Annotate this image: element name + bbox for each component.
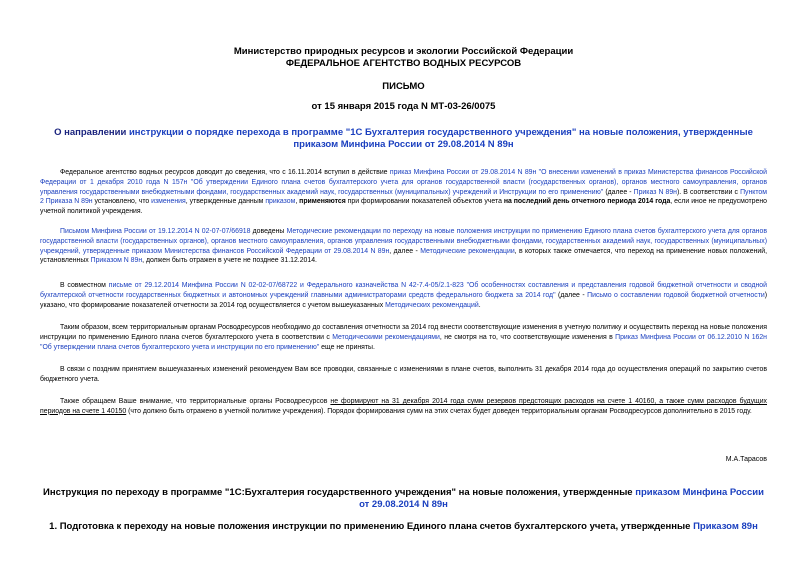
p6-text-2: (что должно быть отражено в учетной политике учреждения). Порядок формирования сумм на этих счетах будет доведен территориальным органам Росводресурсов дополнительно в 2015 году.: [126, 407, 752, 415]
p3-link-recommendations[interactable]: Методических рекомендаций: [385, 301, 479, 309]
document-date: от 15 января 2015 года N МТ-03-26/0075: [311, 101, 496, 112]
document-type: ПИСЬМО: [382, 81, 425, 92]
p3-text-2: (далее -: [555, 291, 588, 299]
instruction-title: [40, 487, 767, 511]
p5-text-1: В связи с поздним принятием вышеуказанных изменений рекомендуем Вам все проводки, связанные с изменениями в плане счетов, выполнить 31 декабря 2014 года до осуществления операций по закрытию счетов бюджетного учета.: [40, 366, 767, 383]
p1-link-order[interactable]: приказом: [265, 198, 296, 206]
p2-link-recommendations-short[interactable]: Методические рекомендации: [420, 247, 515, 255]
p3-text-3: ) указано, что формирование показателей отчетности за 2014 год осуществляется с учетом вышеуказанных: [40, 291, 768, 309]
p1-text-5: , утвержденные данным: [185, 198, 266, 206]
signature: М.А.Тарасов: [725, 456, 767, 463]
document-title: [40, 127, 767, 151]
paragraph-4: [40, 323, 767, 352]
p3-text-1: В совместном: [60, 282, 109, 289]
instruction-link-order[interactable]: приказом Минфина России от 29.08.2014 N 89н: [359, 487, 764, 510]
p1-link-order-short[interactable]: Приказ N 89н: [633, 188, 677, 196]
p4-text-3: еще не приняты.: [319, 343, 375, 351]
title-prefix: О направлении: [54, 127, 129, 138]
p4-text-2: , не смотря на то, что соответствующие изменения в: [439, 333, 616, 341]
title-link[interactable]: инструкции о порядке перехода в программе "1С Бухгалтерия государственного учреждения" на новые положения, утвержденные приказом Минфина России от 29.08.2014 N 89н: [128, 127, 753, 150]
paragraph-3: [40, 281, 767, 310]
agency-name: ФЕДЕРАЛЬНОЕ АГЕНТСТВО ВОДНЫХ РЕСУРСОВ: [285, 58, 522, 69]
section-1-title: [40, 521, 767, 533]
section-1-text: 1. Подготовка к переходу на новые положения инструкции по применению Единого плана счетов бухгалтерского учета, утвержденные: [49, 521, 694, 532]
paragraph-2: [40, 227, 767, 266]
p2-link-order-89n[interactable]: Приказом N 89н: [90, 257, 143, 265]
p2-link-recommendations[interactable]: Методические рекомендации по переходу на новые положения инструкции по применению Единого плана счетов бухгалтерского учета для органов государственной власти (государственных органов), органов местного самоуправления, органов управления государственными внебюджетными фондами, государственных академий наук, государственных (муниципальных) учреждений, утвержденные приказом Министерства финансов Российской Федерации от 29.08.2014 N 89н: [40, 228, 767, 255]
paragraph-5: [40, 365, 767, 385]
p4-link-order-162n[interactable]: Приказ Минфина России от 06.12.2010 N 162н "Об утверждении плана счетов бухгалтерского учета и инструкции по его применению": [40, 333, 767, 351]
p1-link-order-89n[interactable]: приказ Минфина России от 29.08.2014 N 89н "О внесении изменений в приказ Министерства финансов Российской Федерации от 1 декабря 2010 года N 157н "Об утверждении Единого плана счетов бухгалтерского учета для органов государственной власти (государственных органов), органов местного самоуправления, органов управления государственными внебюджетными фондами, государственных академий наук, государственных (муниципальных) учреждений и Инструкции по его применению": [40, 169, 767, 196]
ministry-name: Министерство природных ресурсов и экологии Российской Федерации: [233, 46, 574, 57]
p4-text-1: Таким образом, всем территориальным органам Росводресурсов необходимо до составления отчетности за 2014 год внести соответствующие изменения в учетную политику и осуществить переход на новые положения инструкции по применению Единого плана счетов бухгалтерского учета в соответствии с: [40, 324, 767, 341]
p3-link-joint-letter[interactable]: письме от 29.12.2014 Минфина России N 02-02-07/68722 и Федерального казначейства N 42-7.4-05/2.1-823 "Об особенностях составления и представления годовой бюджетной отчетности и сводной бухгалтерской отчетности государственных бюджетных и автономных учреждений главными администраторами средств федерального бюджета за 2014 год": [40, 282, 767, 299]
p3-link-reporting-letter[interactable]: Письмо о составлении годовой бюджетной отчетности: [587, 291, 765, 299]
p1-text-8: , если иное не предусмотрено учетной политикой учреждения.: [40, 198, 767, 216]
p1-text-4: установлено, что: [92, 198, 152, 206]
p1-bold-period: на последний день отчетного периода 2014 года: [503, 198, 671, 206]
paragraph-6: [40, 397, 767, 417]
p2-text-4: , должен быть отражен в учете не позднее 31.12.2014.: [142, 257, 317, 265]
p1-text-6: ,: [295, 198, 300, 206]
p1-text-7: при формировании показателей объектов учета: [345, 198, 504, 206]
p1-text-3: ). В соответствии с: [677, 188, 741, 196]
p4-link-recommendations[interactable]: Методическими рекомендациями: [332, 333, 440, 341]
p1-text-1: Федеральное агентство водных ресурсов доводит до сведения, что с 16.11.2014 вступил в действие: [60, 169, 390, 176]
p6-underlined: не формируют на 31 декабря 2014 года сумм резервов предстоящих расходов на счете 1 40160, а также сумм расходов будущих периодов на счете 1 40150: [40, 398, 767, 415]
instruction-text: Инструкция по переходу в программе "1С:Бухгалтерия государственного учреждения" на новые положения, утвержденные: [43, 487, 636, 498]
p6-text-1: Также обращаем Ваше внимание, что территориальные органы Росводресурсов: [60, 398, 331, 405]
p1-link-clause-2[interactable]: Пунктом 2 Приказа N 89н: [40, 188, 768, 206]
p1-link-changes[interactable]: изменения: [151, 198, 186, 206]
p2-text-3: , в которых также отмечается, что переход на применение новых положений, установленных: [40, 247, 767, 265]
paragraph-1: [40, 168, 767, 217]
p1-text-2: (далее -: [603, 188, 634, 196]
section-1-link-order[interactable]: Приказом 89н: [693, 521, 758, 532]
p3-text-4: .: [478, 301, 481, 309]
p2-link-letter[interactable]: Письмом Минфина России от 19.12.2014 N 02-07-07/66918: [60, 228, 251, 235]
p2-text-1: доведены: [250, 228, 287, 235]
p2-text-2: , далее -: [389, 247, 421, 255]
p1-bold-apply: применяются: [299, 198, 346, 206]
